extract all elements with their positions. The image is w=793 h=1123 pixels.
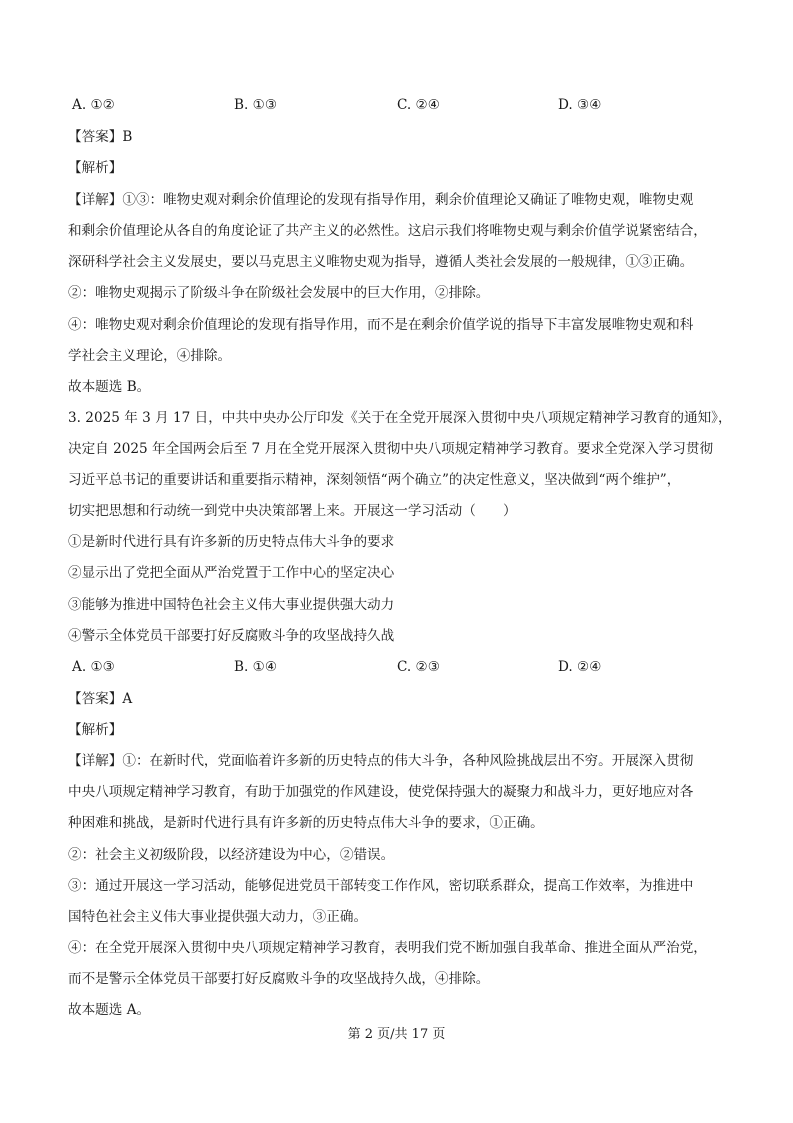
q2-detail-line: 学社会主义理论，④排除。 — [68, 348, 232, 364]
q2-options — [72, 96, 752, 114]
q3-statement: ②显示出了党把全面从严治党置于工作中心的坚定决心 — [68, 565, 395, 581]
q2-detail-line: ②：唯物史观揭示了阶级斗争在阶级社会发展中的巨大作用，②排除。 — [68, 285, 490, 301]
q3-option-b: B. ①④ — [234, 659, 278, 675]
q3-stem-line: 3. 2025 年 3 月 17 日，中共中央办公厅印发《关于在全党开展深入贯彻中央八项规定精神学习教育的通知》， — [68, 410, 732, 426]
q2-detail-line: 和剩余价值理论从各自的角度论证了共产主义的必然性。这启示我们将唯物史观与剩余价值学说紧密结合， — [68, 223, 707, 239]
q3-detail-line: 种困难和挑战，是新时代进行具有许多新的历史特点伟大斗争的要求，①正确。 — [68, 815, 544, 831]
q3-option-c: C. ②③ — [397, 659, 440, 675]
q3-detail-line: ②：社会主义初级阶段，以经济建设为中心，②错误。 — [68, 847, 395, 863]
q2-detail-line: ④：唯物史观对剩余价值理论的发现有指导作用，而不是在剩余价值学说的指导下丰富发展唯物史观和科 — [68, 317, 694, 333]
q2-detail-line: 深研科学社会主义发展史，要以马克思主义唯物史观为指导，遵循人类社会发展的一般规律，①③正确。 — [68, 254, 694, 270]
q2-conclusion: 故本题选 B。 — [68, 379, 151, 395]
q3-detail-line: ④：在全党开展深入贯彻中央八项规定精神学习教育，表明我们党不断加强自我革命、推进全面从严治党， — [68, 940, 707, 956]
q3-statement: ①是新时代进行具有许多新的历史特点伟大斗争的要求 — [68, 534, 395, 550]
q3-detail-line: 中央八项规定精神学习教育，有助于加强党的作风建设，使党保持强大的凝聚力和战斗力，更好地应对各 — [68, 784, 694, 800]
q3-detail-line: 国特色社会主义伟大事业提供强大动力，③正确。 — [68, 909, 368, 925]
q2-option-d: D. ③④ — [558, 97, 602, 113]
q2-option-c: C. ②④ — [397, 97, 440, 113]
q3-analysis-label: 【解析】 — [68, 722, 123, 738]
q2-answer: 【答案】B — [68, 129, 133, 145]
q3-answer: 【答案】A — [68, 691, 133, 707]
q3-conclusion: 故本题选 A。 — [68, 1002, 151, 1018]
q2-option-b: B. ①③ — [234, 97, 278, 113]
q3-stem-line: 习近平总书记的重要讲话和重要指示精神，深刻领悟“两个确立”的决定性意义，坚决做到“两个维护”， — [68, 472, 681, 488]
q3-detail-line: ③：通过开展这一学习活动，能够促进党员干部转变工作作风，密切联系群众，提高工作效率，为推进中 — [68, 878, 694, 894]
q2-detail-line: 【详解】①③：唯物史观对剩余价值理论的发现有指导作用，剩余价值理论又确证了唯物史观，唯物史观 — [68, 192, 694, 208]
q2-analysis-label: 【解析】 — [68, 160, 123, 176]
q2-option-a: A. ①② — [72, 97, 115, 113]
page-number-footer: 第 2 页/共 17 页 — [347, 1027, 446, 1042]
q3-option-a: A. ①③ — [72, 659, 115, 675]
q3-option-d: D. ②④ — [558, 659, 602, 675]
q3-stem-line: 决定自 2025 年全国两会后至 7 月在全党开展深入贯彻中央八项规定精神学习教育。要求全党深入学习贯彻 — [68, 441, 714, 457]
q3-options — [72, 658, 752, 676]
q3-detail-line: 【详解】①：在新时代，党面临着许多新的历史特点的伟大斗争，各种风险挑战层出不穷。开展深入贯彻 — [68, 753, 694, 769]
q3-detail-line: 而不是警示全体党员干部要打好反腐败斗争的攻坚战持久战，④排除。 — [68, 971, 490, 987]
q3-statement: ③能够为推进中国特色社会主义伟大事业提供强大动力 — [68, 597, 395, 613]
q3-statement: ④警示全体党员干部要打好反腐败斗争的攻坚战持久战 — [68, 628, 395, 644]
q3-stem-line: 切实把思想和行动统一到党中央决策部署上来。开展这一学习活动（ ） — [68, 503, 517, 519]
